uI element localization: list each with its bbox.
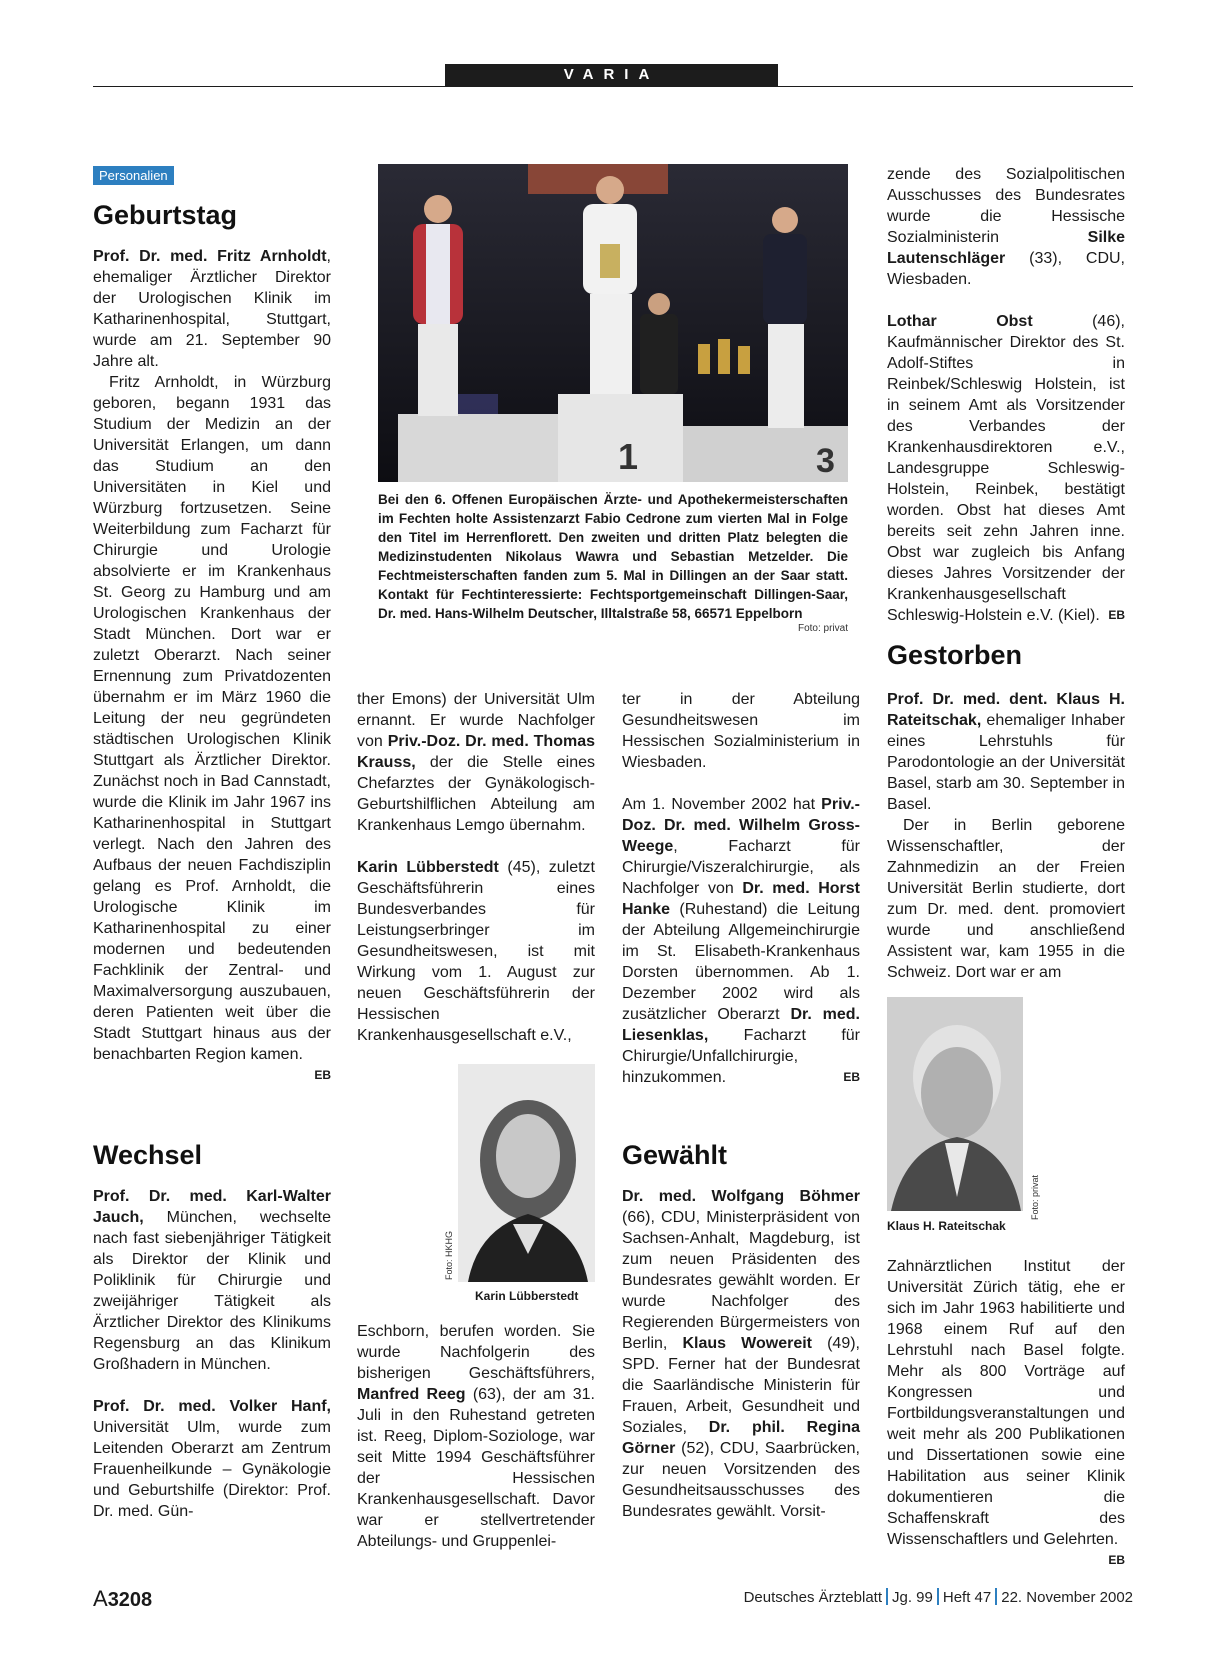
article-text: ter in der Abteilung Gesundheitswesen im Hessischen Sozialministerium in Wiesbaden. <box>622 691 860 771</box>
column-2-top <box>357 689 595 1067</box>
photo-credit-hkhg: Foto: HKHG <box>444 1230 454 1280</box>
person-name: Silke Lautenschläger <box>887 229 1125 267</box>
journal-issue: Heft 47 <box>942 1589 992 1606</box>
section-header: VARIA <box>445 64 778 86</box>
article-text: (63), der am 31. Juli in den Ruhestand getreten ist. Reeg, Diplom-Soziologe, war seit Mitte 1994 Geschäftsführer der Hessischen Krankenhausgesellschaft. Davor war er stellvertretender Abteilungs- und Gruppenlei- <box>357 1386 596 1550</box>
person-name: Karin Lübberstedt <box>357 859 499 876</box>
column-4-died <box>887 689 1125 983</box>
person-name: Prof. Dr. med. Fritz Arnholdt <box>93 248 327 265</box>
person-name: Prof. Dr. med. Karl-Walter Jauch, <box>93 1188 331 1226</box>
journal-volume: Jg. 99 <box>892 1589 933 1606</box>
journal-info <box>744 1588 1133 1606</box>
person-name: Priv.-Doz. Dr. med. Wilhelm Gross-Weege <box>622 796 860 855</box>
person-name: Prof. Dr. med. Volker Hanf, <box>93 1398 331 1415</box>
person-name: Priv.-Doz. Dr. med. Thomas Krauss, <box>357 733 595 771</box>
article-text: (45), zuletzt Geschäftsführerin eines Bundesverbandes für Leistungserbringer im Gesundheitswesen, ist mit Wirkung vom 1. August zur neuen Geschäftsführerin der Hessischen Krankenhausgesellschaft e.V., <box>357 859 596 1044</box>
article-text: zende des Sozialpolitischen Ausschusses des Bundesrates wurde die Hessische Sozialministerin <box>887 166 1125 246</box>
portrait-karin-luebberstedt <box>458 1064 595 1282</box>
portrait-klaus-rateitschak <box>887 997 1023 1211</box>
article-text: Der in Berlin geborene Wissenschaftler, der Zahnmedizin an der Freien Universität Berlin studierte, dort zum Dr. med. dent. promoviert wurde und anschließend Assistent war, kam 1955 in die Schweiz. Dort war er am <box>887 817 1125 981</box>
heading-birthday: Geburtstag <box>93 200 238 230</box>
separator <box>937 1588 939 1605</box>
podium-number-1: 1 <box>618 436 639 477</box>
article-text: (Ruhestand) die Leitung der Abteilung Allgemeinchirurgie im St. Elisabeth-Krankenhaus Dorsten übernommen. Ab 1. Dezember 2002 wird als zusätzlicher Oberarzt <box>622 901 860 1023</box>
article-text: , Facharzt für Chirurgie/Viszeralchirurgie, als Nachfolger von <box>622 838 860 897</box>
person-name: Klaus Wowereit <box>682 1335 812 1352</box>
column-1-birthday <box>93 246 331 1086</box>
photo-credit: Foto: privat <box>797 623 848 634</box>
page-prefix: A <box>93 1586 108 1611</box>
person-name: Dr. med. Horst Hanke <box>622 880 861 918</box>
photo-caption <box>378 490 848 634</box>
fencing-podium-photo <box>378 164 848 482</box>
person-name: Prof. Dr. med. dent. Klaus H. Rateitschak, <box>887 691 1125 729</box>
author-initials: EB <box>1108 608 1125 622</box>
article-text: (33), CDU, Wiesbaden. <box>887 250 1125 288</box>
page-number-value: 3208 <box>107 1589 153 1611</box>
article-text: Eschborn, berufen worden. Sie wurde Nachfolgerin des bisherigen Geschäftsführers, <box>357 1323 595 1382</box>
person-name: Dr. med. Liesenklas, <box>622 1006 861 1044</box>
heading-elected: Gewählt <box>622 1140 728 1170</box>
article-text: Fritz Arnholdt, in Würzburg geboren, begann 1931 das Studium der Medizin an der Universität Erlangen, um dann das Studium an den Universitäten in Kiel und Würzburg fortzusetzen. Seine Weiterbildung zum Facharzt für Chirurgie und Urologie absolvierte er im Krankenhaus St. Georg zu Hamburg und am Urologischen Krankenhaus der Stadt München. Dort war er zuletzt Oberarzt. Nach seiner Ernennung zum Privatdozenten übernahm er im März 1960 die Leitung der neu gegründeten städtischen Urologischen Klinik Stuttgart als Ärztlicher Direktor. Zunächst noch in Bad Cannstadt, wurde die Klinik im Jahr 1967 ins Katharinenhospital in Stuttgart verlegt. Nach den Jahren des Aufbaus der neuen Fachdisziplin gelang es Prof. Arnholdt, die Urologische Klinik im Katharinenhospital zu einer modernen und bedeutenden Fachklinik der Zentral- und Maximalversorgung auszubauen, deren Patienten weit über die Stadt Stuttgart hinaus aus der benachbarten Region kamen. <box>93 374 331 1063</box>
section-tag: Personalien <box>93 166 174 185</box>
photo-credit-privat: Foto: privat <box>1030 1174 1040 1220</box>
article-text: ther Emons) der Universität Ulm ernannt. Er wurde Nachfolger von <box>357 691 595 750</box>
column-2-bottom <box>357 1321 595 1573</box>
separator <box>995 1588 997 1605</box>
article-text: der die Stelle eines Chefarztes der Gynäkologisch-Geburtshilflichen Abteilung am Krankenhaus Lemgo übernahm. <box>357 754 595 834</box>
author-initials: EB <box>843 1070 860 1084</box>
author-initials: EB <box>1108 1553 1125 1567</box>
article-text: (52), CDU, Saarbrücken, zur neuen Vorsitzenden des Gesundheitsausschusses des Bundesrates gewählt. Vorsit- <box>622 1440 860 1520</box>
author-initials: EB <box>314 1068 331 1082</box>
photo-caption-luebberstedt: Karin Lübberstedt <box>475 1289 579 1303</box>
column-4-top <box>887 164 1125 647</box>
column-4-bottom <box>887 1256 1125 1571</box>
heading-change: Wechsel <box>93 1140 203 1170</box>
caption-text: Bei den 6. Offenen Europäischen Ärzte- und Apothekermeisterschaften im Fechten holte Assistenzarzt Fabio Cedrone zum vierten Mal in Folge den Titel im Herrenflorett. Den zweiten und dritten Platz belegten die Medizinstudenten Nikolaus Wawra und Sebastian Metzelder. Die Fechtmeisterschaften fanden zum 5. Mal in Dillingen an der Saar statt. Kontakt für Fechtinteressierte: Fechtsportgemeinschaft Dillingen-Saar, Dr. med. Hans-Wilhelm Deutscher, Illtalstraße 58, 66571 Eppelborn <box>378 492 848 621</box>
photo-caption-rateitschak: Klaus H. Rateitschak <box>887 1219 1006 1233</box>
article-text: (49), SPD. Ferner hat der Bundesrat die Saarländische Ministerin für Frauen, Arbeit, Gesundheit und Soziales, <box>622 1335 860 1436</box>
article-text: Zahnärztlichen Institut der Universität Zürich tätig, ehe er sich im Jahr 1963 habilitierte und 1968 einem Ruf auf den Lehrstuhl nach Basel folgte. Mehr als 800 Vorträge auf Kongressen und Fortbildungsveranstaltungen und weit mehr als 200 Publikationen und Dissertationen sowie eine Habilitation aus seiner Klinik dokumentieren die Schaffenskraft des Wissenschaftlers und Gelehrten. <box>887 1258 1125 1548</box>
heading-died: Gestorben <box>887 640 1023 670</box>
page-number <box>93 1586 152 1612</box>
article-text: (46), Kaufmännischer Direktor des St. Adolf-Stiftes in Reinbek/Schleswig Holstein, ist in seinem Amt als Vorsitzender des Verbandes der Krankenhausdirektoren e.V., Landesgruppe Schleswig-Holstein, Reinbek, bestätigt worden. Obst hat dieses Amt bereits seit zehn Jahren inne. Obst war zugleich bis Anfang dieses Jahres Vorsitzender der Krankenhausgesellschaft Schleswig-Holstein e.V. (Kiel). <box>887 313 1125 624</box>
person-name: Dr. phil. Regina Görner <box>622 1419 860 1457</box>
column-3-top <box>622 689 860 1109</box>
article-text: ehemaliger Inhaber eines Lehrstuhls für Parodontologie an der Universität Basel, starb am 30. September in Basel. <box>887 712 1125 813</box>
journal-name: Deutsches Ärzteblatt <box>743 1589 882 1606</box>
article-text: Am 1. November 2002 hat <box>622 796 822 813</box>
header-rule <box>93 86 1133 87</box>
article-text: Facharzt für Chirurgie/Unfallchirurgie, hinzukommen. <box>622 1027 860 1086</box>
article-text: (66), CDU, Ministerpräsident von Sachsen-Anhalt, Magdeburg, ist zum neuen Präsidenten des Bundesrates gewählt worden. Er wurde Nachfolger des Regierenden Bürgermeisters von Berlin, <box>622 1209 860 1352</box>
podium-number-3: 3 <box>816 442 835 480</box>
separator <box>886 1588 888 1605</box>
person-name: Dr. med. Wolfgang Böhmer <box>622 1188 860 1205</box>
journal-date: 22. November 2002 <box>1001 1589 1133 1606</box>
column-1-change <box>93 1186 331 1543</box>
column-3-elected <box>622 1186 860 1543</box>
person-name: Lothar Obst <box>887 313 1033 330</box>
article-text: München, wechselte nach fast siebenjähriger Tätigkeit als Direktor der Klinik und Poliklinik für Chirurgie und zweijähriger Tätigkeit als Ärztlicher Direktor des Klinikums Regensburg an das Klinikum Großhadern in München. <box>93 1209 331 1373</box>
person-name: Manfred Reeg <box>357 1386 466 1403</box>
article-text: Universität Ulm, wurde zum Leitenden Oberarzt am Zentrum Frauenheilkunde – Gynäkologie und Geburtshilfe (Direktor: Prof. Dr. med. Gün- <box>93 1419 331 1520</box>
article-text: , ehemaliger Ärztlicher Direktor der Urologischen Klinik im Katharinenhospital, Stuttgart, wurde am 21. September 90 Jahre alt. <box>93 248 331 370</box>
